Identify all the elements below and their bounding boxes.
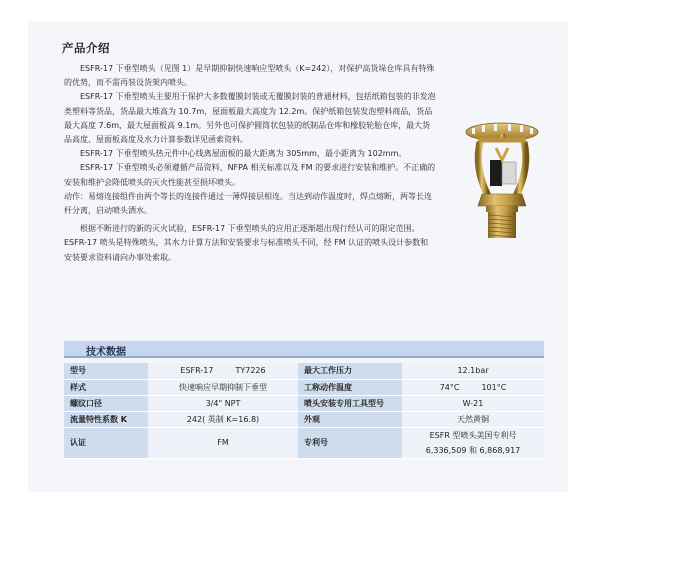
spec-value: W-21 [402,395,544,411]
spec-value: ESFR 型喷头美国专利号 6,336,509 和 6,868,917 [402,427,544,458]
table-row [64,379,544,395]
spec-value: 12.1bar [402,363,544,379]
sprinkler-head-photo [452,118,554,244]
intro-paragraph: 根据不断进行的新的灭火试验，ESFR-17 下垂型喷头的应用正逐渐超出现行经认可的限定范围。ESFR-17 喷头是特殊喷头，其水力计算方法和安装要求与标准喷头不同，经 FM 认证的喷头设计参数和安装要求资料请向办事处索取。 [64,224,429,262]
intro-paragraph: ESFR-17 下垂型喷头主要用于保护大多数覆膜封装或无覆膜封装的普通材料，包括纸箱包装的非发泡类塑料等货品，货品最大堆高为 10.7m，屋面板最大高度为 12.2m。保护纸箱包装发泡塑料商品，货品最大高度 7.6m，最大屋面板高 9.1m。另外也可保护圆筒状包装的纸制品仓库和橡胶轮胎仓库，最大货品高度、屋面板高度及水力计算参数详见函索资料。 [64,92,436,145]
spec-value: 3/4" NPT [148,395,298,411]
spec-value: ESFR-17 TY7226 [148,363,298,379]
specs-header [64,341,544,358]
spec-key: 喷头安装专用工具型号 [298,395,402,411]
spec-key: 认证 [64,427,148,458]
spec-value: 242( 英制 K=16.8) [148,411,298,427]
table-row [64,411,544,427]
spec-key: 螺纹口径 [64,395,148,411]
section-title-specs: 技术数据 [86,347,126,358]
intro-text [64,62,436,265]
table-row [64,395,544,411]
spec-value: 74°C 101°C [402,379,544,395]
spec-key: 样式 [64,379,148,395]
spec-key: 专利号 [298,427,402,458]
table-row [64,363,544,379]
intro-paragraph: ESFR-17 下垂型喷头必须遵循产品资料、NFPA 相关标准以及 FM 的要求进行安装和维护。不正确的安装和维护会降低喷头的灭火性能甚至损坏喷头。 [64,163,436,187]
spec-key: 工称动作温度 [298,379,402,395]
spec-key: 最大工作压力 [298,363,402,379]
intro-paragraph: ESFR-17 下垂型喷头（见图 1）是早期抑制快速响应型喷头（K=242），对保护高货垛仓库具有特殊的优势，而不需再装设货架内喷头。 [64,64,435,88]
spec-value: 快速响应早期抑制下垂型 [148,379,298,395]
intro-paragraph: ESFR-17 下垂型喷头热元件中心线离屋面板的最大距离为 305mm，最小距离为 102mm。 [80,149,407,159]
specs-table [64,363,544,459]
spec-key: 流量特性系数 K [64,411,148,427]
section-title-intro: 产品介绍 [62,41,110,55]
table-row [64,427,544,458]
spec-key: 型号 [64,363,148,379]
spec-value: FM [148,427,298,458]
intro-paragraph-action: 动作：易熔连接组件由两个等长的连接件通过一薄焊接层相连。当达到动作温度时，焊点熔断，两等长连杆分离，启动喷头洒水。 [64,191,432,216]
spec-value: 天然黄铜 [402,411,544,427]
spec-key: 外观 [298,411,402,427]
